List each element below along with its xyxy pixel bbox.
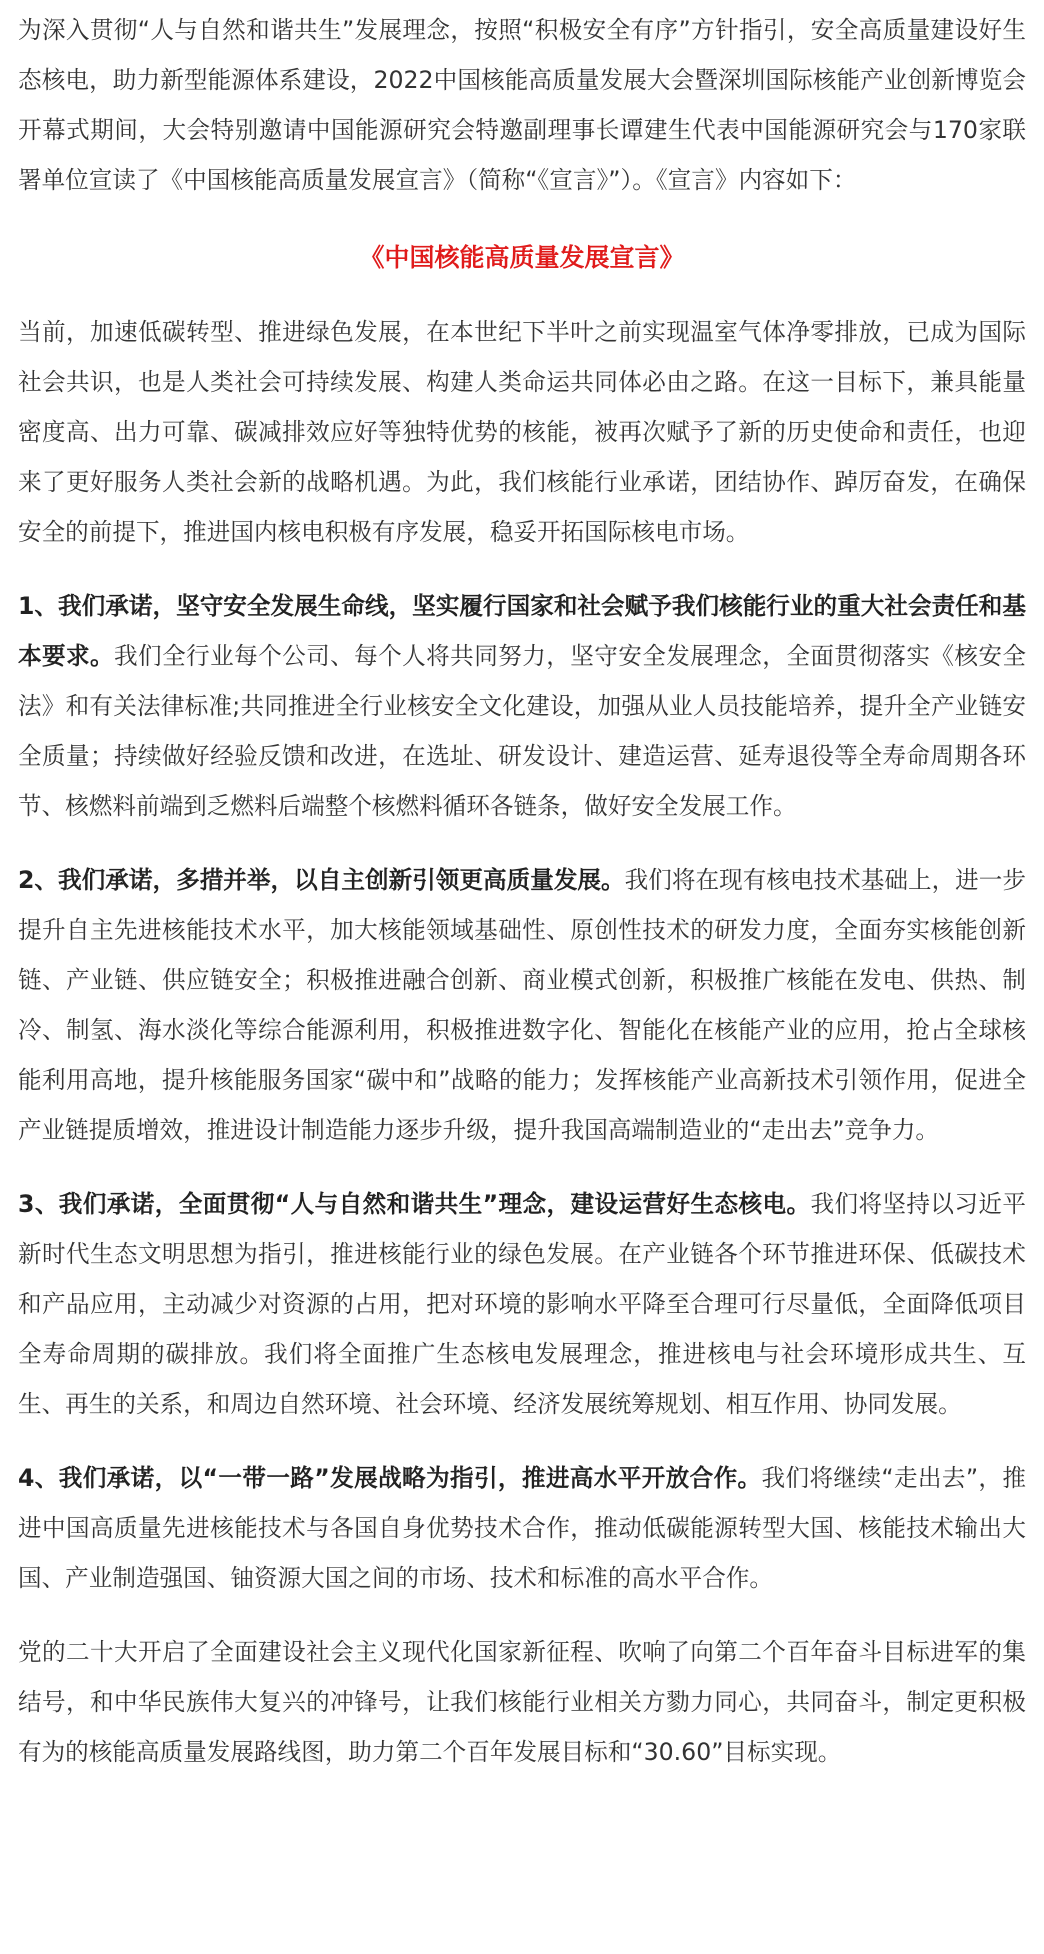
commitment-body-2: 我们将在现有核电技术基础上，进一步提升自主先进核能技术水平，加大核能领域基础性、原创性技术的研发力度，全面夯实核能创新链、产业链、供应链安全；积极推进融合创新、商业模式创新，积极推广核能在发电、供热、制冷、制氢、海水淡化等综合能源利用，积极推进数字化、智能化在核能产业的应用，抢占全球核能利用高地，提升核能服务国家“碳中和”战略的能力；发挥核能产业高新技术引领作用，促进全产业链提质增效，推进设计制造能力逐步升级，提升我国高端制造业的“走出去”竞争力。 (18, 866, 1026, 1144)
commitment-lead-2: 2、我们承诺，多措并举，以自主创新引领更高质量发展。 (18, 866, 625, 894)
commitment-paragraph-4 (18, 1453, 1026, 1603)
commitment-lead-4: 4、我们承诺，以“一带一路”发展战略为指引，推进高水平开放合作。 (18, 1464, 762, 1492)
commitment-paragraph-1 (18, 581, 1026, 831)
commitment-paragraph-2 (18, 855, 1026, 1155)
commitment-paragraph-3 (18, 1179, 1026, 1429)
commitment-lead-3: 3、我们承诺，全面贯彻“人与自然和谐共生”理念，建设运营好生态核电。 (18, 1190, 811, 1218)
closing-paragraph: 党的二十大开启了全面建设社会主义现代化国家新征程、吹响了向第二个百年奋斗目标进军的集结号，和中华民族伟大复兴的冲锋号，让我们核能行业相关方勠力同心，共同奋斗，制定更积极有为的核能高质量发展路线图，助力第二个百年发展目标和“30.60”目标实现。 (18, 1638, 1026, 1766)
declaration-title: 《中国核能高质量发展宣言》 (359, 243, 685, 272)
commitment-body-4: 我们将继续“走出去”，推进中国高质量先进核能技术与各国自身优势技术合作，推动低碳能源转型大国、核能技术输出大国、产业制造强国、铀资源大国之间的市场、技术和标准的高水平合作。 (18, 1464, 1026, 1592)
intro-paragraph: 为深入贯彻“人与自然和谐共生”发展理念，按照“积极安全有序”方针指引，安全高质量建设好生态核电，助力新型能源体系建设，2022中国核能高质量发展大会暨深圳国际核能产业创新博览会开幕式期间，大会特别邀请中国能源研究会特邀副理事长谭建生代表中国能源研究会与170家联署单位宣读了《中国核能高质量发展宣言》（简称“《宣言》”）。《宣言》内容如下： (18, 16, 1026, 194)
commitment-body-3: 我们将坚持以习近平新时代生态文明思想为指引，推进核能行业的绿色发展。在产业链各个环节推进环保、低碳技术和产品应用，主动减少对资源的占用，把对环境的影响水平降至合理可行尽量低，全面降低项目全寿命周期的碳排放。我们将全面推广生态核电发展理念，推进核电与社会环境形成共生、互生、再生的关系，和周边自然环境、社会环境、经济发展统筹规划、相互作用、协同发展。 (18, 1190, 1026, 1418)
commitment-lead-1: 1、我们承诺，坚守安全发展生命线，坚实履行国家和社会赋予我们核能行业的重大社会责任和基本要求。 (18, 592, 1026, 670)
commitment-body-1: 我们全行业每个公司、每个人将共同努力，坚守安全发展理念，全面贯彻落实《核安全法》和有关法律标准;共同推进全行业核安全文化建设，加强从业人员技能培养，提升全产业链安全质量；持续做好经验反馈和改进，在选址、研发设计、建造运营、延寿退役等全寿命周期各环节、核燃料前端到乏燃料后端整个核燃料循环各链条，做好安全发展工作。 (18, 642, 1027, 820)
preamble-paragraph: 当前，加速低碳转型、推进绿色发展，在本世纪下半叶之前实现温室气体净零排放，已成为国际社会共识，也是人类社会可持续发展、构建人类命运共同体必由之路。在这一目标下，兼具能量密度高、出力可靠、碳减排效应好等独特优势的核能，被再次赋予了新的历史使命和责任，也迎来了更好服务人类社会新的战略机遇。为此，我们核能行业承诺，团结协作、踔厉奋发，在确保安全的前提下，推进国内核电积极有序发展，稳妥开拓国际核电市场。 (18, 318, 1026, 546)
